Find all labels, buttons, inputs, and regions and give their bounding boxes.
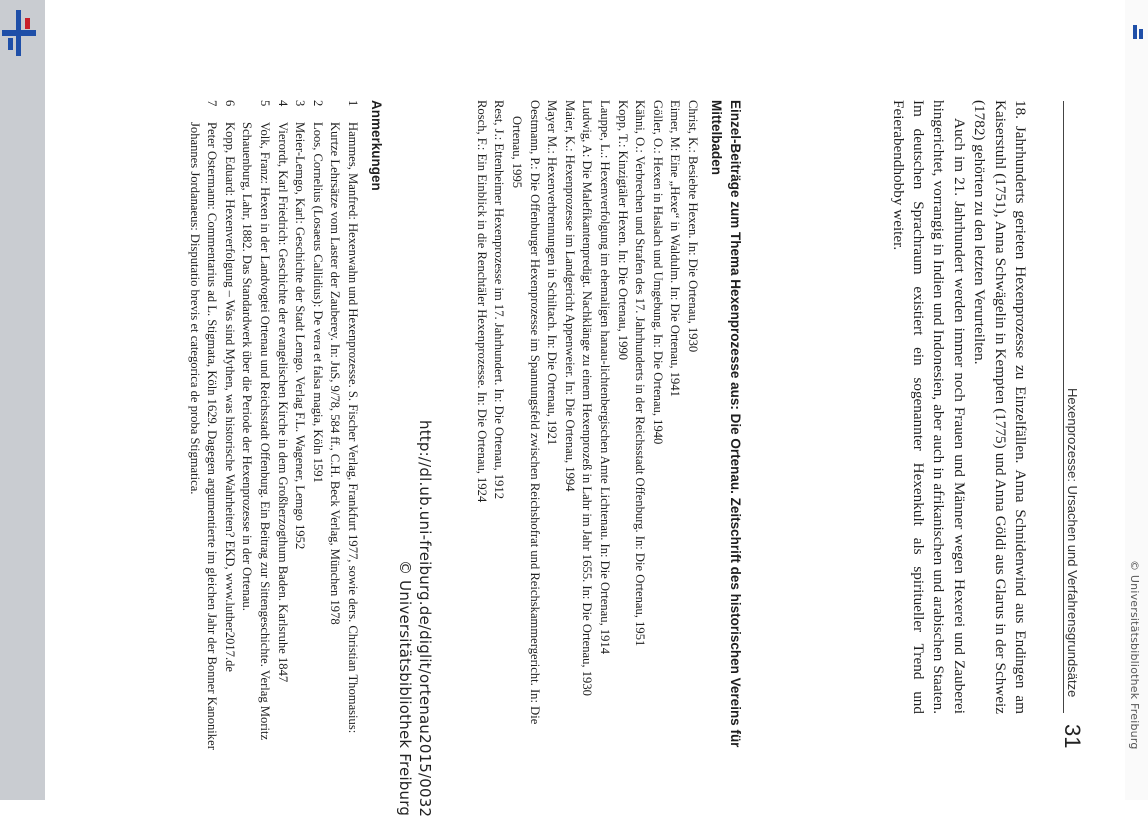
paragraph: Auch im 21. Jahrhundert werden immer noch Frauen und Männer wegen Hexerei und Zauberei hingerichtet, vorrangig in Indien und Indonesien, aber auch in afrikanischen und arabischen Staaten. Im deutschen Sprachraum existiert ein sogenannter Hexenkult als spiritueller Trend und Feierabendhobby weiter. [889,100,968,714]
library-logo-icon [2,10,38,56]
note-text: Kopp, Eduard: Hexenverfolgung – Was sind Mythen, was historische Wahrheiten? EKD, www.luther2017.de [222,122,237,672]
viewer-sidebar [0,0,45,800]
reference-item: Eimer, M: Eine „Hexe“ in Waldulm. In: Die Ortenau, 1941 [668,100,683,397]
reference-item: Rosch, F.: Ein Einblick in die Renchtäler Hexenprozesse. In: Die Ortenau, 1924 [474,100,489,503]
note-number: 2 [310,100,325,107]
note-item [308,100,326,765]
reference-item: Kopp, T.: Kinzigtäler Hexen. In: Die Ortenau, 1990 [615,100,630,361]
notes-block [185,100,386,765]
note-item [238,100,273,765]
note-item [220,100,238,765]
note-text: Peter Ostermann: Commentarius ad L. Stigmata, Köln 1629. Dagegen argumentierte im gleichen Jahr der Bonner Kanoniker Johannes Jordanaeus: Disputatio brevis et categorica de proba Stigmatica. [187,122,220,750]
copyright-line: © Universitätsbibliothek Freiburg [396,560,414,817]
note-text: Hammes, Manfred: Hexenwahn und Hexenprozesse. S. Fischer Verlag, Frankfurt 1977, sowie ders. Christian Thomasius: Kurtze Lehrsätze vom Laster der Zauberey. In: JuS, 9/78, 584 ff., C.H. Beck Verlag, München 1978 [328,122,360,734]
corner-copyright: © Universitätsbibliothek Freiburg [1128,560,1141,750]
download-url[interactable]: http://dl.ub.uni-freiburg.de/diglit/ortenau2015/0032 [416,420,434,817]
references-heading: Einzel-Beiträge zum Thema Hexenprozesse aus: Die Ortenau. Zeitschrift des historischen Vereins für Mittelbaden [709,100,743,748]
reference-item: Göller, O.: Hexen in Haslach und Umgebung. In: Die Ortenau, 1940 [650,100,665,445]
note-text: Volk, Franz: Hexen in der Landvogtei Ortenau und Reichsstadt Offenburg. Ein Beitrag zur Sittengeschichte. Verlag Moritz Schauenburg, Lahr, 1882. Das Standardwerk über die Periode der Hexenprozesse in der Ortenau. [240,122,273,741]
corner-logo-icon [1133,25,1143,39]
note-number: 5 [258,100,273,107]
reference-item: Mayer M.: Hexenverbrennungen in Schiltach. In: Die Ortenau, 1921 [545,100,560,446]
paragraph: 18. Jahrhunderts gerieten Hexenprozesse zu Einzelfällen. Anna Schnidenwind aus Endingen am Kaiserstuhl (1751), Anna Schwägelin in Kempten (1775) und Anna Göldi aus Glarus in der Schweiz (1782) gehörten zu den letzten Verurteilten. [971,100,1029,714]
reference-item: Oestmann, P.: Die Offenburger Hexenprozesse im Spannungsfeld zwischen Reichshofrat und Reichskammergericht. In: Die Ortenau, 1995 [510,100,542,725]
reference-item: Christ, K.: Besiebte Hexen. In: Die Ortenau, 1930 [686,100,700,353]
note-text: Vierordt, Karl Friedrich: Geschichte der evangelischen Kirche in dem Großherzogthum Baden. Karlsruhe 1847 [275,122,290,683]
page-number: 31 [1060,724,1085,749]
note-number: 7 [205,100,220,107]
note-number: 1 [346,100,360,107]
header-rule [1063,101,1064,713]
note-item [273,100,291,765]
reference-item: Maier, K.: Hexenprozesse im Landgericht Appenweier. In: Die Ortenau, 1994 [562,100,577,492]
note-item [185,100,220,765]
running-head: Hexenprozesse: Ursachen und Verfahrensgrundsätze [1065,388,1080,698]
reference-item: Lauppe, L.: Hexenverfolgung im ehemaligen hanau-lichtenbergischen Amte Lichtenau. In: Die Ortenau, 1914 [598,100,613,655]
body-text [887,100,1030,714]
notes-heading: Anmerkungen [369,100,384,191]
note-text: Meier-Lemgo, Karl: Geschichte der Stadt Lemgo. Verlag F.L. Wagener, Lemgo 1952 [293,122,308,550]
reference-item: Ludwig, A: Die Malefikantenpredigt. Nachklänge zu einem Hexenprozeß in Lahr im Jahr 1655. In: Die Ortenau, 1930 [580,100,595,696]
reference-item: Kähni, O.: Verbrechen und Strafen des 17. Jahrhunderts in der Reichsstadt Offenburg. In: Die Ortenau, 1951 [633,100,648,647]
note-item [291,100,309,765]
note-number: 6 [222,100,237,107]
note-text: Loos, Cornelius (Losaeus Callidius): De vera et falsa magia, Köln 1591 [310,122,325,483]
note-number: 4 [275,100,290,107]
note-number: 3 [293,100,308,107]
references-block [472,100,745,760]
note-item [326,100,361,765]
reference-item: Rest, J.: Ettenheimer Hexenprozesse im 17. Jahrhundert. In: Die Ortenau, 1912 [492,100,507,500]
